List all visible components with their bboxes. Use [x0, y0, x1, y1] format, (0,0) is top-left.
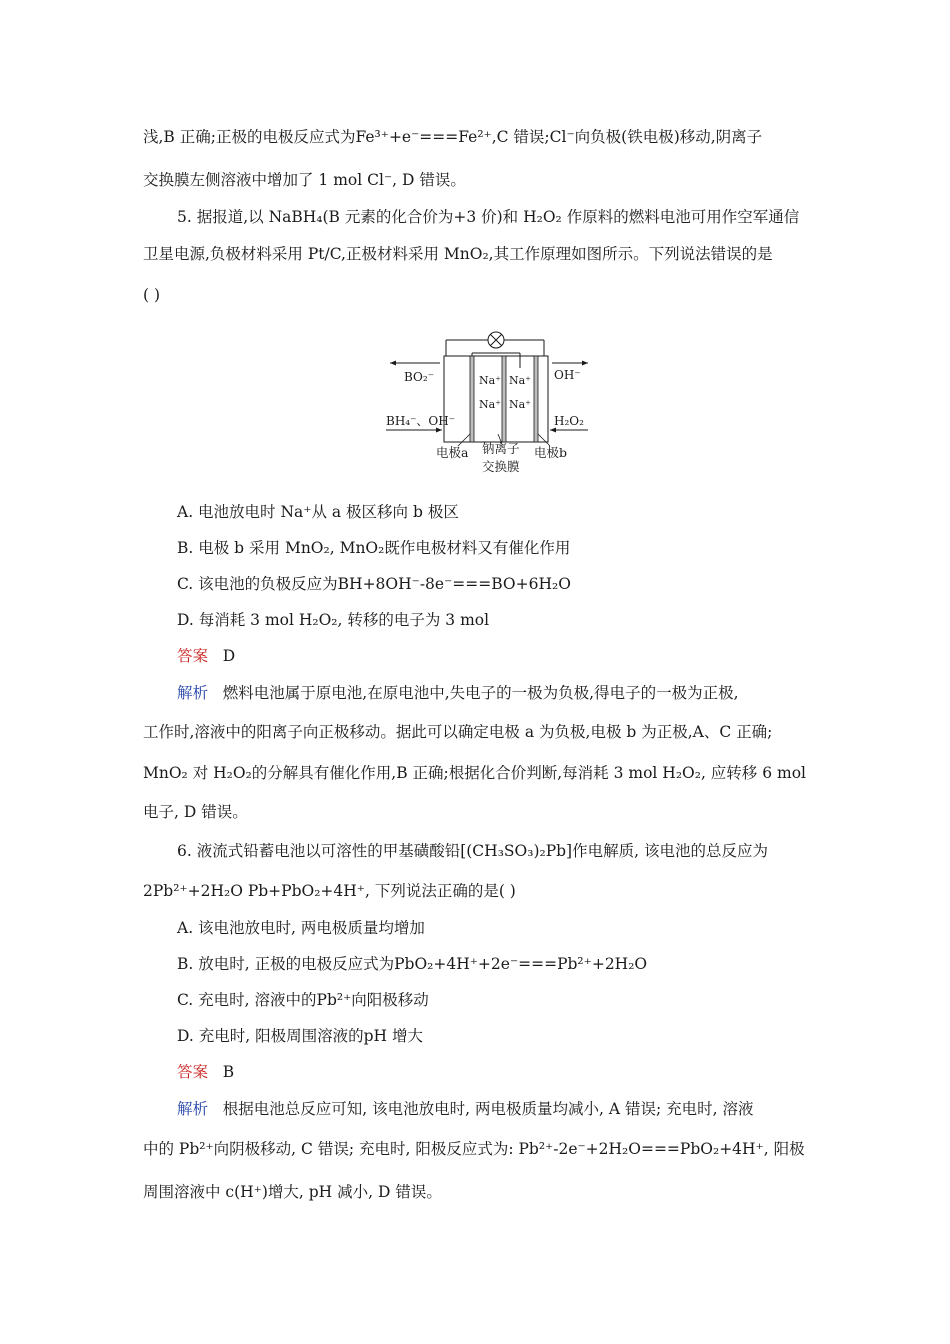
arrow-head: [436, 428, 442, 433]
answer-row: [177, 1062, 847, 1082]
electrode-a-plate: [470, 356, 474, 442]
question-6-stem: 2Pb²⁺+2H₂O Pb+PbO₂+4H⁺, 下列说法正确的是( ): [143, 882, 516, 900]
option-c: C. 充电时, 溶液中的Pb²⁺向阳极移动: [177, 991, 429, 1009]
answer-value: B: [222, 1063, 235, 1081]
question-5-stem: 卫星电源,负极材料采用 Pt/C,正极材料采用 MnO₂,其工作原理如图所示。下列说法错误的是: [143, 245, 773, 263]
answer-label: 答案: [177, 1063, 209, 1081]
question-6-stem: 6. 液流式铅蓄电池以可溶性的甲基磺酸铅[(CH₃SO₃)₂Pb]作电解质, 该电池的总反应为: [177, 842, 768, 860]
option-a: A. 电池放电时 Na⁺从 a 极区移向 b 极区: [177, 503, 459, 521]
question-5-stem: 5. 据报道,以 NaBH₄(B 元素的化合价为+3 价)和 H₂O₂ 作原料的燃料电池可用作空军通信: [177, 208, 800, 226]
membrane-label: 钠离子: [482, 441, 520, 456]
membrane-plate: [502, 356, 506, 442]
lamp-icon: [446, 332, 544, 356]
arrow-head: [550, 428, 556, 433]
explanation-row: [177, 1099, 847, 1119]
option-c: C. 该电池的负极反应为BH+8OH⁻-8e⁻===BO+6H₂O: [177, 575, 571, 593]
borohydride-label: BH₄⁻、OH⁻: [386, 414, 456, 428]
sodium-ion-label: Na⁺: [479, 398, 501, 411]
sodium-ion-label: Na⁺: [479, 374, 501, 387]
sodium-ion-label: Na⁺: [509, 374, 531, 387]
question-5-blank: ( ): [143, 286, 161, 304]
text-line: MnO₂ 对 H₂O₂的分解具有催化作用,B 正确;根据化合价判断,每消耗 3 mol H₂O₂, 应转移 6 mol: [143, 764, 807, 782]
answer-row: [177, 646, 847, 666]
answer-label: 答案: [177, 647, 209, 665]
explanation-label: 解析: [177, 1100, 209, 1118]
text-line: 浅,B 正确;正极的电极反应式为Fe³⁺+e⁻===Fe²⁺,C 错误;Cl⁻向负极(铁电极)移动,阴离子: [143, 128, 763, 146]
option-d: D. 每消耗 3 mol H₂O₂, 转移的电子为 3 mol: [177, 611, 490, 629]
electrode-b-label: 电极b: [534, 445, 568, 460]
membrane-label: 交换膜: [482, 459, 520, 474]
arrow-head: [390, 361, 396, 366]
text-line: 电子, D 错误。: [143, 803, 248, 821]
explanation-text: 根据电池总反应可知, 该电池放电时, 两电极质量均减小, A 错误; 充电时, 溶液: [222, 1100, 754, 1118]
sodium-ion-label: Na⁺: [509, 398, 531, 411]
text-line: 交换膜左侧溶液中增加了 1 mol Cl⁻, D 错误。: [143, 171, 466, 189]
explanation-row: [177, 683, 847, 703]
electrode-a-label: 电极a: [436, 445, 469, 460]
explanation-text: 燃料电池属于原电池,在原电池中,失电子的一极为负极,得电子的一极为正极,: [222, 684, 739, 702]
arrow-head: [582, 361, 588, 366]
option-b: B. 放电时, 正极的电极反应式为PbO₂+4H⁺+2e⁻===Pb²⁺+2H₂O: [177, 955, 648, 973]
borate-label: BO₂⁻: [404, 370, 435, 384]
text-line: 周围溶液中 c(H⁺)增大, pH 减小, D 错误。: [143, 1183, 442, 1201]
hydroxide-label: OH⁻: [554, 368, 581, 382]
option-d: D. 充电时, 阳极周围溶液的pH 增大: [177, 1027, 423, 1045]
option-a: A. 该电池放电时, 两电极质量均增加: [177, 919, 425, 937]
text-line: 工作时,溶液中的阳离子向正极移动。据此可以确定电极 a 为负极,电极 b 为正极,A、C 正确;: [143, 723, 773, 741]
option-b: B. 电极 b 采用 MnO₂, MnO₂既作电极材料又有催化作用: [177, 539, 571, 557]
explanation-label: 解析: [177, 684, 209, 702]
peroxide-label: H₂O₂: [554, 414, 584, 428]
answer-value: D: [222, 647, 236, 665]
electrode-b-plate: [534, 356, 538, 442]
fuel-cell-diagram: [384, 326, 594, 481]
text-line: 中的 Pb²⁺向阴极移动, C 错误; 充电时, 阳极反应式为: Pb²⁺-2e⁻+2H₂O===PbO₂+4H⁺, 阳极: [143, 1140, 805, 1158]
